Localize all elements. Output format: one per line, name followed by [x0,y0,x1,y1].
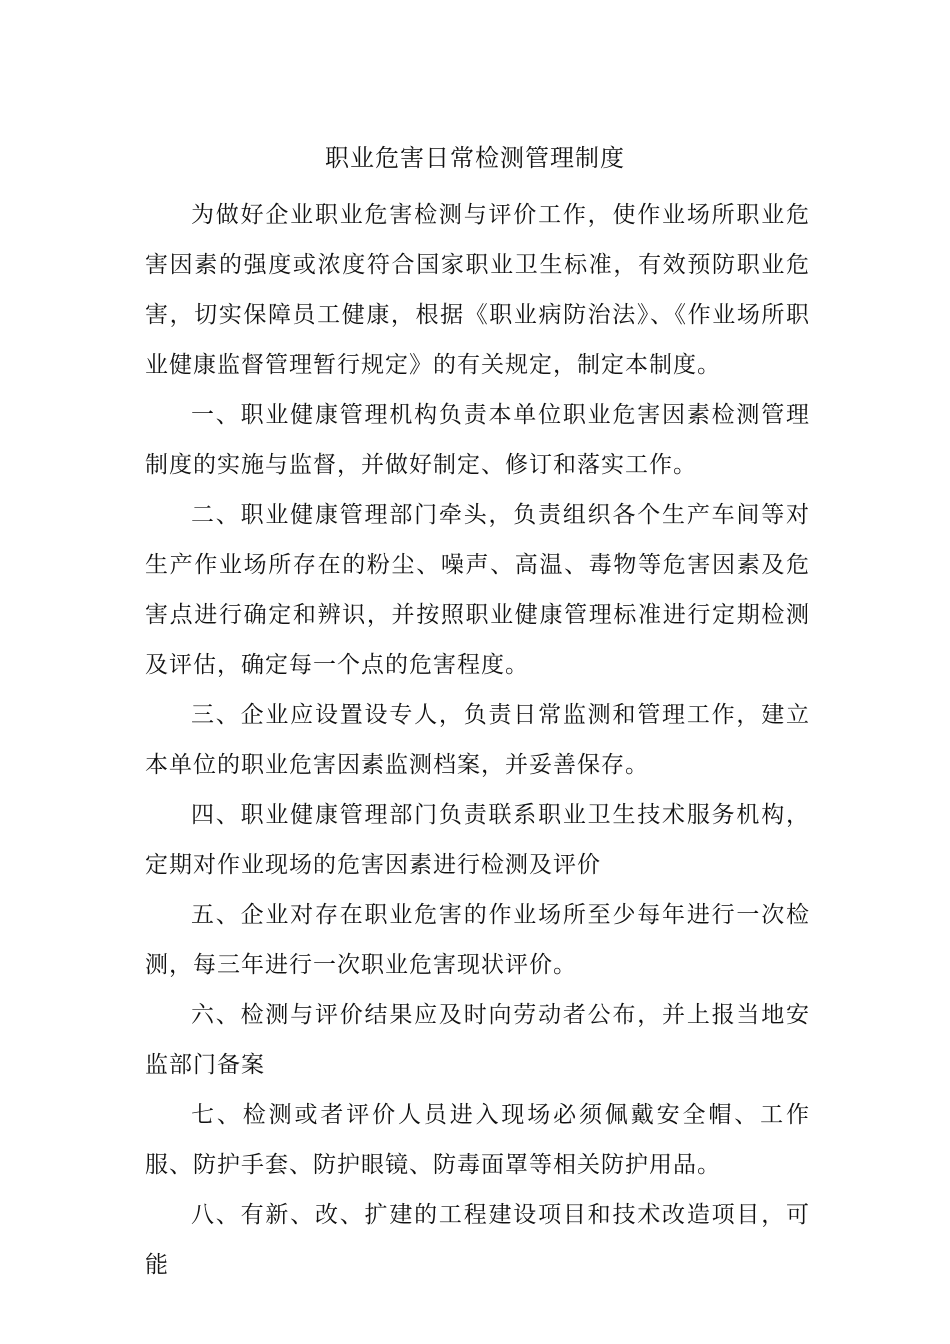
paragraph-7: 七、检测或者评价人员进入现场必须佩戴安全帽、工作服、防护手套、防护眼镜、防毒面罩等相关防护用品。 [145,1102,810,1178]
paragraph-4: 四、职业健康管理部门负责联系职业卫生技术服务机构，定期对作业现场的危害因素进行检测及评价 [145,802,810,878]
document-title: 职业危害日常检测管理制度 [325,144,625,172]
paragraph-3: 三、企业应设置设专人，负责日常监测和管理工作，建立本单位的职业危害因素监测档案，并妥善保存。 [145,702,810,778]
paragraph-6: 六、检测与评价结果应及时向劳动者公布，并上报当地安监部门备案 [145,1002,810,1078]
paragraph-1: 一、职业健康管理机构负责本单位职业危害因素检测管理制度的实施与监督，并做好制定、修订和落实工作。 [145,402,810,478]
paragraph-2: 二、职业健康管理部门牵头，负责组织各个生产车间等对生产作业场所存在的粉尘、噪声、高温、毒物等危害因素及危害点进行确定和辨识，并按照职业健康管理标准进行定期检测及评估，确定每一个点的危害程度。 [145,502,810,678]
paragraph-intro: 为做好企业职业危害检测与评价工作，使作业场所职业危害因素的强度或浓度符合国家职业卫生标准，有效预防职业危害，切实保障员工健康，根据《职业病防治法》、《作业场所职业健康监督管理暂行规定》的有关规定，制定本制度。 [145,202,810,378]
paragraph-8: 八、有新、改、扩建的工程建设项目和技术改造项目，可能 [145,1202,810,1278]
document-body [145,190,810,1290]
paragraph-5: 五、企业对存在职业危害的作业场所至少每年进行一次检测，每三年进行一次职业危害现状评价。 [145,902,810,978]
